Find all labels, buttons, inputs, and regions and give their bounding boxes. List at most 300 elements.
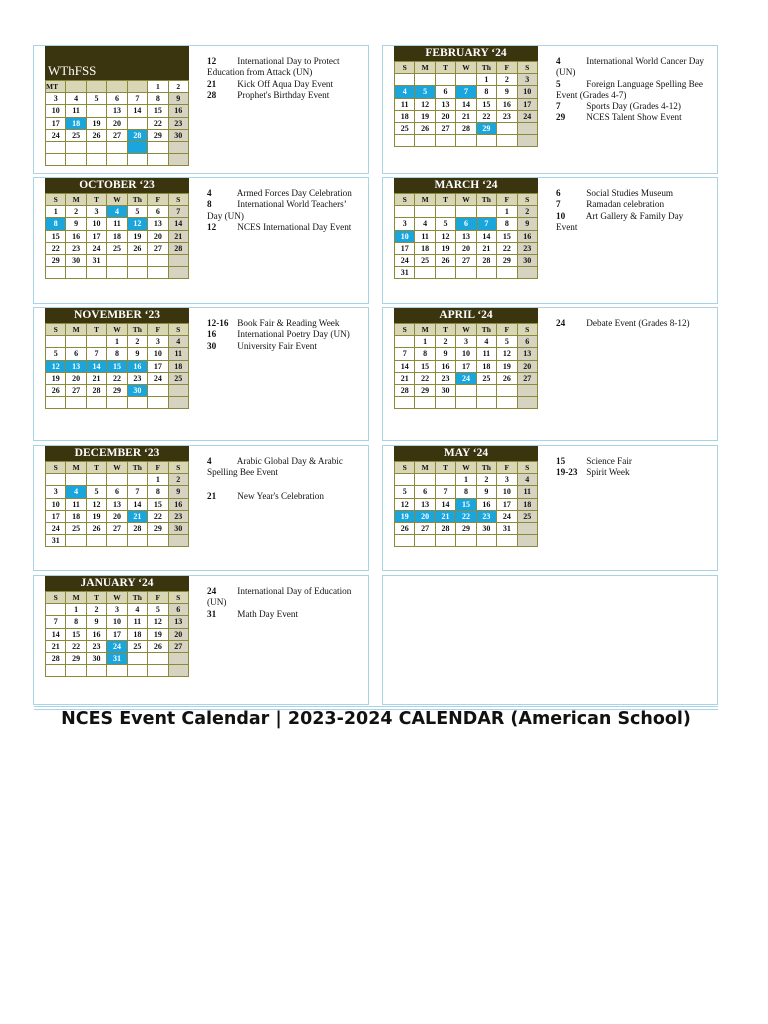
day-cell: 17: [46, 117, 66, 129]
day-cell: [46, 604, 66, 616]
weekday-header: T: [86, 592, 106, 604]
day-cell: 18: [127, 628, 147, 640]
day-cell: [395, 206, 415, 218]
weekday-header: S: [395, 462, 415, 474]
month-panel-oct: [33, 177, 369, 304]
day-cell: 22: [456, 510, 476, 522]
day-cell: 13: [415, 498, 435, 510]
day-cell: 4: [476, 336, 496, 348]
weekday-header: W: [107, 194, 127, 206]
day-cell: 26: [86, 129, 106, 141]
day-cell: 16: [497, 98, 517, 110]
day-cell: [476, 267, 496, 279]
day-cell: [148, 154, 168, 166]
day-cell: 12: [395, 498, 415, 510]
day-cell: 2: [435, 336, 455, 348]
event-date: 7: [556, 101, 561, 112]
day-cell: 29: [46, 254, 66, 266]
day-cell: 1: [148, 474, 168, 486]
day-cell: 15: [497, 230, 517, 242]
day-cell: 25: [66, 129, 86, 141]
calendar-grid: [394, 193, 538, 279]
day-cell: 23: [517, 242, 537, 254]
event-date: 29: [556, 112, 566, 123]
day-cell: 26: [148, 640, 168, 652]
event-date: 21: [207, 490, 217, 501]
day-cell: 10: [456, 348, 476, 360]
day-cell: [127, 535, 147, 547]
day-cell: [46, 141, 66, 153]
month-panel-dec: [33, 445, 369, 571]
day-cell: [66, 665, 86, 677]
event-item: [207, 90, 357, 101]
weekday-header: [66, 81, 86, 93]
day-cell: 8: [107, 348, 127, 360]
day-cell: 17: [395, 242, 415, 254]
weekday-header: T: [86, 194, 106, 206]
day-cell: 28: [46, 652, 66, 664]
day-cell: 19: [86, 510, 106, 522]
day-cell: 26: [497, 372, 517, 384]
day-cell: 13: [107, 105, 127, 117]
event-date: 8: [207, 199, 212, 210]
day-cell: 9: [127, 348, 147, 360]
weekday-header: F: [148, 194, 168, 206]
day-cell: [456, 384, 476, 396]
mini-calendar: [45, 446, 189, 547]
day-cell: [148, 665, 168, 677]
day-cell: [86, 267, 106, 279]
event-text: Science Fair: [586, 456, 632, 466]
day-cell: [435, 206, 455, 218]
weekday-header: T: [86, 462, 106, 474]
day-cell: 28: [168, 242, 188, 254]
month-title: MARCH ‘24: [394, 178, 538, 193]
weekday-header: W: [107, 592, 127, 604]
day-cell: 20: [66, 372, 86, 384]
event-item: [207, 329, 357, 340]
weekday-header: MT: [46, 81, 66, 93]
day-cell: 17: [86, 230, 106, 242]
month-panel-feb: [382, 45, 718, 174]
day-cell: 28: [456, 122, 476, 134]
day-cell: 21: [476, 242, 496, 254]
month-title: WThFSS: [45, 46, 189, 80]
day-cell: 3: [46, 93, 66, 105]
event-item: [207, 318, 357, 329]
day-cell: 25: [127, 640, 147, 652]
day-cell: 17: [517, 98, 537, 110]
weekday-header: S: [46, 194, 66, 206]
weekday-header: F: [148, 592, 168, 604]
day-cell: 10: [395, 230, 415, 242]
day-cell: 16: [517, 230, 537, 242]
day-cell: 4: [107, 206, 127, 218]
day-cell: 20: [107, 510, 127, 522]
weekday-header: [107, 81, 127, 93]
day-cell: 25: [107, 242, 127, 254]
day-cell: 9: [435, 348, 455, 360]
day-cell: [497, 397, 517, 409]
day-cell: 16: [476, 498, 496, 510]
day-cell: [168, 254, 188, 266]
weekday-header: 2: [168, 81, 188, 93]
event-item: [556, 318, 706, 329]
event-text: Spirit Week: [586, 467, 630, 478]
month-panel-apr: [382, 307, 718, 441]
day-cell: [456, 74, 476, 86]
day-cell: 2: [127, 336, 147, 348]
day-cell: 26: [127, 242, 147, 254]
day-cell: 14: [476, 230, 496, 242]
day-cell: [497, 122, 517, 134]
event-text: Sports Day (Grades 4-12): [586, 101, 681, 112]
day-cell: 23: [66, 242, 86, 254]
day-cell: 24: [46, 129, 66, 141]
day-cell: 10: [86, 218, 106, 230]
weekday-header: Th: [127, 592, 147, 604]
day-cell: 6: [107, 486, 127, 498]
day-cell: 28: [127, 129, 147, 141]
day-cell: [127, 652, 147, 664]
day-cell: [497, 135, 517, 147]
day-cell: [168, 397, 188, 409]
day-cell: 17: [456, 360, 476, 372]
day-cell: 3: [107, 604, 127, 616]
day-cell: 16: [66, 230, 86, 242]
day-cell: 24: [148, 372, 168, 384]
day-cell: [395, 397, 415, 409]
weekday-header: W: [107, 324, 127, 336]
event-item: [556, 467, 706, 478]
day-cell: [46, 474, 66, 486]
day-cell: [435, 535, 455, 547]
weekday-header: Th: [476, 462, 496, 474]
weekday-header: W: [456, 324, 476, 336]
day-cell: 22: [497, 242, 517, 254]
day-cell: [497, 535, 517, 547]
day-cell: 26: [46, 384, 66, 396]
event-text: International World Cancer Day (UN): [556, 56, 705, 78]
day-cell: [107, 535, 127, 547]
day-cell: 14: [435, 498, 455, 510]
day-cell: 13: [435, 98, 455, 110]
weekday-header: T: [435, 194, 455, 206]
event-date: 15: [556, 456, 566, 466]
day-cell: [456, 535, 476, 547]
event-text: New Year's Celebration: [237, 490, 324, 501]
day-cell: 29: [415, 384, 435, 396]
day-cell: 2: [497, 74, 517, 86]
day-cell: 12: [148, 616, 168, 628]
weekday-header: Th: [476, 62, 496, 74]
day-cell: 31: [86, 254, 106, 266]
day-cell: 3: [86, 206, 106, 218]
calendar-grid: [394, 461, 538, 547]
day-cell: 3: [148, 336, 168, 348]
day-cell: [168, 141, 188, 153]
month-title: APRIL ‘24: [394, 308, 538, 323]
month-panel-sep: [33, 45, 369, 174]
footer-title: NCES Event Calendar | 2023-2024 CALENDAR (American School): [61, 709, 691, 729]
day-cell: 21: [395, 372, 415, 384]
day-cell: 22: [148, 510, 168, 522]
day-cell: [107, 141, 127, 153]
weekday-header: F: [148, 462, 168, 474]
day-cell: 9: [497, 86, 517, 98]
event-item: [556, 199, 706, 210]
day-cell: 1: [107, 336, 127, 348]
day-cell: [395, 74, 415, 86]
day-cell: 25: [415, 254, 435, 266]
day-cell: 19: [86, 117, 106, 129]
day-cell: [415, 206, 435, 218]
day-cell: 14: [168, 218, 188, 230]
event-text: Ramadan celebration: [586, 199, 665, 210]
day-cell: 16: [86, 628, 106, 640]
weekday-header: T: [86, 324, 106, 336]
calendar-grid: [45, 193, 189, 279]
day-cell: 18: [415, 242, 435, 254]
day-cell: 7: [435, 486, 455, 498]
day-cell: 15: [415, 360, 435, 372]
footer-divider: [34, 706, 718, 707]
day-cell: [168, 665, 188, 677]
day-cell: 4: [415, 218, 435, 230]
day-cell: 11: [107, 218, 127, 230]
weekday-header: 1: [148, 81, 168, 93]
day-cell: 1: [66, 604, 86, 616]
day-cell: [148, 254, 168, 266]
day-cell: 21: [127, 510, 147, 522]
day-cell: [517, 135, 537, 147]
day-cell: 12: [46, 360, 66, 372]
event-date: 21: [207, 78, 217, 89]
day-cell: 9: [476, 486, 496, 498]
mini-calendar: [394, 178, 538, 279]
day-cell: 30: [517, 254, 537, 266]
event-item: [207, 456, 357, 479]
day-cell: 6: [66, 348, 86, 360]
day-cell: 25: [476, 372, 496, 384]
day-cell: 24: [497, 510, 517, 522]
day-cell: [168, 384, 188, 396]
event-list: [207, 318, 357, 352]
weekday-header: Th: [127, 462, 147, 474]
day-cell: 3: [517, 74, 537, 86]
day-cell: 4: [66, 93, 86, 105]
day-cell: 4: [168, 336, 188, 348]
day-cell: [517, 522, 537, 534]
day-cell: 25: [395, 122, 415, 134]
day-cell: 22: [148, 117, 168, 129]
day-cell: 21: [435, 510, 455, 522]
day-cell: 14: [86, 360, 106, 372]
weekday-header: M: [415, 324, 435, 336]
event-item: [556, 56, 706, 79]
day-cell: 20: [168, 628, 188, 640]
day-cell: 19: [46, 372, 66, 384]
event-item: [207, 188, 357, 199]
weekday-header: W: [107, 462, 127, 474]
day-cell: [46, 665, 66, 677]
day-cell: 25: [66, 522, 86, 534]
day-cell: [86, 397, 106, 409]
day-cell: [127, 117, 147, 129]
day-cell: 18: [395, 110, 415, 122]
day-cell: 9: [168, 93, 188, 105]
day-cell: 30: [168, 129, 188, 141]
day-cell: [86, 535, 106, 547]
day-cell: [148, 141, 168, 153]
day-cell: [415, 267, 435, 279]
day-cell: [435, 397, 455, 409]
day-cell: 7: [86, 348, 106, 360]
month-title: FEBRUARY ‘24: [394, 46, 538, 61]
day-cell: 22: [415, 372, 435, 384]
day-cell: [517, 122, 537, 134]
day-cell: 21: [456, 110, 476, 122]
day-cell: 31: [497, 522, 517, 534]
event-item: [207, 609, 357, 620]
day-cell: [66, 474, 86, 486]
day-cell: 14: [127, 498, 147, 510]
day-cell: 16: [168, 105, 188, 117]
day-cell: 24: [86, 242, 106, 254]
weekday-header: M: [415, 462, 435, 474]
day-cell: 6: [168, 604, 188, 616]
day-cell: 7: [127, 486, 147, 498]
event-date: 12: [207, 56, 217, 66]
day-cell: 3: [497, 474, 517, 486]
event-item: [207, 56, 357, 79]
event-date: 4: [207, 188, 212, 198]
day-cell: [168, 535, 188, 547]
day-cell: 8: [46, 218, 66, 230]
day-cell: 4: [517, 474, 537, 486]
day-cell: 19: [127, 230, 147, 242]
day-cell: [66, 397, 86, 409]
event-list: [556, 56, 706, 124]
day-cell: 19: [415, 110, 435, 122]
day-cell: 22: [476, 110, 496, 122]
day-cell: [517, 267, 537, 279]
day-cell: 6: [456, 218, 476, 230]
day-cell: 7: [127, 93, 147, 105]
day-cell: 28: [476, 254, 496, 266]
weekday-header: M: [66, 194, 86, 206]
day-cell: [415, 535, 435, 547]
day-cell: 26: [435, 254, 455, 266]
event-text: Armed Forces Day Celebration: [236, 188, 352, 198]
day-cell: 1: [415, 336, 435, 348]
month-title: MAY ‘24: [394, 446, 538, 461]
event-text: NCES International Day Event: [237, 221, 352, 232]
day-cell: 4: [395, 86, 415, 98]
day-cell: [127, 474, 147, 486]
day-cell: 10: [107, 616, 127, 628]
day-cell: [86, 105, 106, 117]
day-cell: 30: [86, 652, 106, 664]
day-cell: [168, 652, 188, 664]
day-cell: [86, 474, 106, 486]
weekday-header: F: [497, 62, 517, 74]
day-cell: 7: [46, 616, 66, 628]
day-cell: 30: [476, 522, 496, 534]
event-item: [556, 112, 706, 123]
day-cell: 30: [435, 384, 455, 396]
day-cell: [168, 267, 188, 279]
day-cell: 27: [168, 640, 188, 652]
weekday-header: T: [435, 324, 455, 336]
day-cell: [476, 397, 496, 409]
month-panel-nov: [33, 307, 369, 441]
day-cell: [168, 154, 188, 166]
event-item: [556, 456, 706, 467]
day-cell: 27: [66, 384, 86, 396]
day-cell: [46, 397, 66, 409]
day-cell: 8: [497, 218, 517, 230]
day-cell: 5: [395, 486, 415, 498]
day-cell: [435, 267, 455, 279]
day-cell: 23: [497, 110, 517, 122]
day-cell: [395, 336, 415, 348]
weekday-header: S: [46, 324, 66, 336]
event-date: 10: [556, 210, 566, 221]
day-cell: 17: [497, 498, 517, 510]
event-date: 12: [207, 221, 217, 232]
day-cell: 15: [148, 498, 168, 510]
day-cell: [46, 336, 66, 348]
calendar-grid: [394, 61, 538, 147]
day-cell: 24: [107, 640, 127, 652]
day-cell: 5: [46, 348, 66, 360]
day-cell: 29: [148, 129, 168, 141]
day-cell: 11: [415, 230, 435, 242]
mini-calendar: [394, 446, 538, 547]
day-cell: [415, 135, 435, 147]
day-cell: 5: [86, 486, 106, 498]
calendar-grid: [45, 80, 189, 166]
day-cell: [517, 535, 537, 547]
day-cell: [395, 474, 415, 486]
mini-calendar: [45, 576, 189, 677]
event-text: Book Fair & Reading Week: [237, 318, 340, 328]
day-cell: [497, 267, 517, 279]
day-cell: [107, 397, 127, 409]
day-cell: 6: [148, 206, 168, 218]
weekday-header: S: [46, 592, 66, 604]
day-cell: 1: [456, 474, 476, 486]
day-cell: 8: [456, 486, 476, 498]
day-cell: [46, 267, 66, 279]
weekday-header: M: [66, 324, 86, 336]
day-cell: 8: [148, 93, 168, 105]
day-cell: 10: [148, 348, 168, 360]
day-cell: [127, 254, 147, 266]
event-text: International Day of Education (UN): [207, 586, 352, 608]
day-cell: 2: [168, 474, 188, 486]
event-date: 19-23: [556, 467, 578, 478]
event-text: Math Day Event: [237, 608, 299, 619]
day-cell: 24: [46, 522, 66, 534]
day-cell: 23: [168, 117, 188, 129]
event-item: [556, 79, 706, 102]
event-date: 24: [207, 586, 217, 596]
day-cell: 10: [517, 86, 537, 98]
event-date: 16: [207, 329, 217, 340]
day-cell: [476, 206, 496, 218]
